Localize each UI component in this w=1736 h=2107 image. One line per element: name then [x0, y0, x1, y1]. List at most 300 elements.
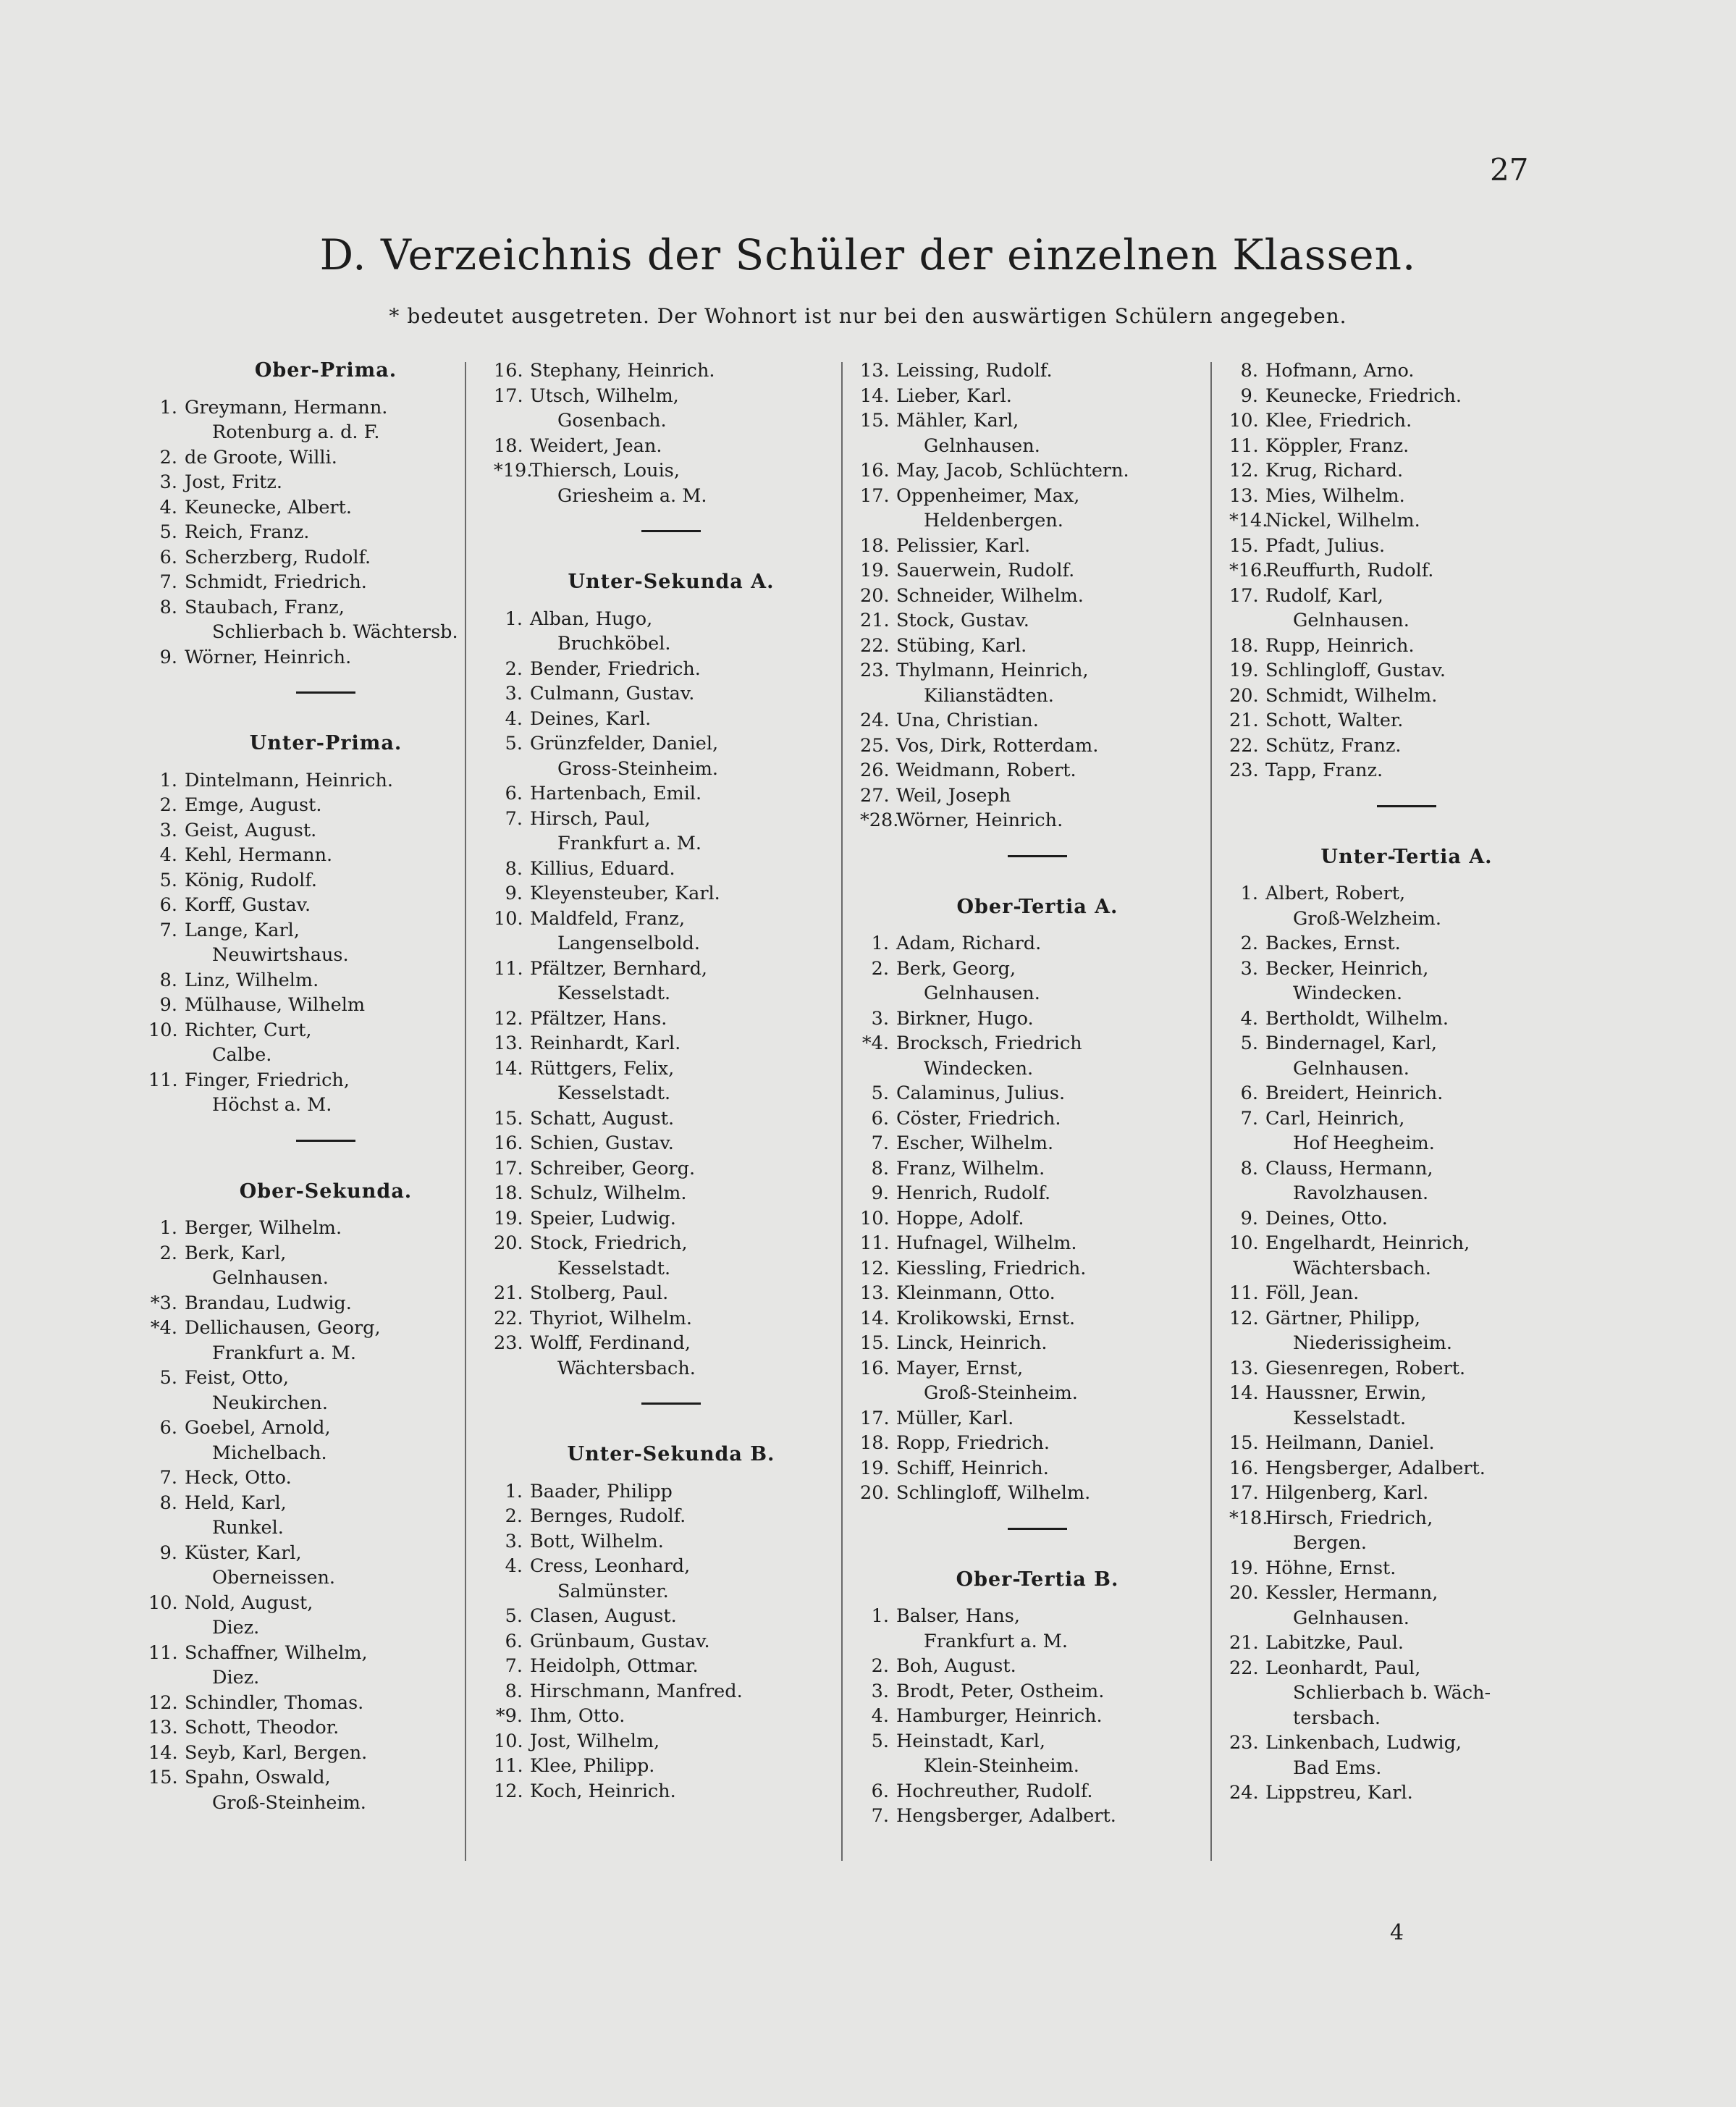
student-entry [494, 1281, 848, 1306]
student-entry [148, 1341, 503, 1366]
entry-number [860, 1056, 896, 1082]
student-entry [1229, 1206, 1584, 1232]
student-name: Klee, Friedrich. [1265, 410, 1412, 432]
student-entry [148, 1465, 503, 1491]
student-entry [1229, 1431, 1584, 1456]
entry-number: 23. [1229, 760, 1259, 781]
student-entry [1229, 1106, 1584, 1132]
student-residence: Heldenbergen. [924, 510, 1063, 531]
student-entry [148, 1093, 503, 1118]
entry-number: 14. [860, 384, 890, 407]
student-name: Ihm, Otto. [530, 1705, 625, 1727]
entry-number [148, 1341, 185, 1366]
student-name: Stübing, Karl. [896, 634, 1027, 657]
entry-number: 20. [860, 1482, 890, 1504]
class-heading: Ober-Prima. [254, 359, 397, 382]
entry-number: 7. [505, 807, 523, 830]
entry-number: 12. [494, 1007, 523, 1030]
entry-number: 10. [148, 1019, 178, 1041]
student-entry [494, 1131, 848, 1156]
student-name: Finger, Friedrich, [185, 1069, 350, 1091]
student-entry [1229, 1730, 1584, 1756]
student-entry [494, 1006, 848, 1032]
entry-number: 7. [159, 1467, 177, 1489]
student-name: Brandau, Ludwig. [185, 1292, 352, 1314]
student-name: Weidert, Jean. [530, 434, 662, 457]
entry-number [148, 620, 185, 645]
student-entry [1229, 508, 1584, 534]
student-residence: Groß-Steinheim. [212, 1791, 366, 1814]
student-name: Scherzberg, Rudolf. [185, 546, 371, 568]
student-name: Hartenbach, Emil. [530, 783, 702, 804]
student-entry [860, 508, 1215, 534]
student-entry [1229, 558, 1584, 584]
student-entry [494, 981, 848, 1006]
entry-number: 11. [148, 1641, 178, 1664]
student-entry [148, 445, 503, 471]
entry-number: 11. [1229, 434, 1259, 457]
class-section [1229, 358, 1584, 783]
entry-number: 23. [860, 660, 890, 681]
student-name: Lippstreu, Karl. [1265, 1782, 1413, 1804]
student-entry [494, 707, 848, 732]
student-entry [860, 1256, 1215, 1282]
student-name: Wolff, Ferdinand, [530, 1332, 691, 1354]
entry-number: 6. [505, 783, 523, 804]
student-residence: Michelbach. [212, 1442, 327, 1464]
page-title: D. Verzeichnis der Schüler der einzelnen Klassen. [319, 230, 1417, 279]
entry-number: 11. [494, 1755, 523, 1777]
student-entry [494, 1056, 848, 1082]
student-entry [148, 893, 503, 918]
entry-number [148, 1266, 185, 1291]
student-entry [148, 1641, 503, 1666]
entry-number [494, 1356, 530, 1381]
student-entry [860, 608, 1215, 634]
entry-number: 23. [1229, 1732, 1259, 1754]
entry-number [494, 1256, 530, 1282]
entry-number: 2. [871, 1655, 889, 1677]
student-name: Kleyensteuber, Karl. [530, 883, 720, 904]
student-name: Hengsberger, Adalbert. [896, 1805, 1116, 1827]
entry-number: 19. [494, 1207, 523, 1229]
class-heading: Ober-Tertia B. [956, 1568, 1119, 1591]
student-name: Bott, Wilhelm. [530, 1530, 664, 1552]
student-entry [860, 1804, 1215, 1829]
student-residence: Ravolzhausen. [1293, 1182, 1429, 1204]
student-name: Becker, Heinrich, [1265, 957, 1429, 980]
entry-number: 2. [1240, 933, 1258, 954]
entry-number [860, 684, 896, 709]
entry-number [494, 757, 530, 782]
entry-number [148, 1791, 185, 1816]
student-name: Boh, August. [896, 1655, 1016, 1677]
class-heading: Unter-Sekunda B. [567, 1443, 775, 1465]
column-2 [494, 358, 848, 1804]
student-name: Thylmann, Heinrich, [896, 660, 1089, 681]
student-entry [860, 1629, 1215, 1654]
entry-number: *4. [150, 1317, 177, 1339]
student-entry [1229, 608, 1584, 634]
student-entry [148, 1591, 503, 1616]
entry-number: 15. [860, 410, 890, 432]
student-name: Gärtner, Philipp, [1265, 1307, 1420, 1329]
student-name: Krolikowski, Ernst. [896, 1307, 1076, 1329]
entry-number: 17. [494, 384, 523, 407]
student-entry [1229, 1706, 1584, 1731]
student-entry [1229, 1131, 1584, 1156]
student-entry [494, 1479, 848, 1505]
entry-number: 8. [871, 1157, 889, 1179]
entry-number [860, 508, 896, 534]
student-entry [148, 768, 503, 794]
student-entry [494, 1629, 848, 1654]
entry-number: 11. [860, 1232, 890, 1254]
entry-number [148, 1441, 185, 1466]
student-name: Pfadt, Julius. [1265, 534, 1386, 557]
student-name: Baader, Philipp [530, 1480, 673, 1502]
student-name: Dintelmann, Heinrich. [185, 769, 394, 791]
student-entry [860, 1754, 1215, 1779]
entry-number [148, 1043, 185, 1068]
entry-number: 10. [1229, 410, 1259, 432]
student-name: Utsch, Wilhelm, [530, 384, 679, 407]
entry-number: 16. [860, 1357, 890, 1379]
student-entry [148, 843, 503, 868]
entry-number: 18. [494, 434, 523, 457]
entry-number: 19. [860, 1457, 890, 1479]
entry-number: 2. [159, 446, 177, 468]
student-residence: Gelnhausen. [924, 434, 1040, 457]
student-name: Stock, Gustav. [896, 610, 1029, 631]
student-entry [148, 645, 503, 670]
entry-number: *4. [861, 1033, 889, 1054]
student-name: Thiersch, Louis, [530, 460, 680, 481]
student-name: König, Rudolf. [185, 869, 317, 891]
entry-number: 12. [860, 1257, 890, 1279]
student-entry [494, 384, 848, 409]
student-name: Sauerwein, Rudolf. [896, 560, 1075, 581]
student-name: Schaffner, Wilhelm, [185, 1641, 368, 1664]
student-entry [148, 1691, 503, 1716]
student-name: Oppenheimer, Max, [896, 484, 1080, 507]
student-name: Küster, Karl, [185, 1542, 302, 1564]
student-name: Alban, Hugo, [530, 607, 653, 630]
entry-number: 9. [505, 883, 523, 904]
student-entry [860, 1654, 1215, 1679]
student-entry [148, 595, 503, 621]
student-entry [1229, 708, 1584, 733]
student-residence: Bergen. [1293, 1532, 1367, 1554]
entry-number [148, 1391, 185, 1416]
student-name: Jost, Fritz. [185, 471, 282, 493]
entry-number: 17. [1229, 1482, 1259, 1504]
student-entry [494, 484, 848, 509]
student-entry [148, 868, 503, 893]
student-name: Escher, Wilhelm. [896, 1132, 1054, 1154]
student-entry [494, 1256, 848, 1282]
class-heading: Unter-Sekunda A. [568, 571, 775, 593]
student-name: Leissing, Rudolf. [896, 360, 1053, 382]
student-name: Schlingloff, Wilhelm. [896, 1482, 1091, 1504]
student-name: Albert, Robert, [1265, 883, 1406, 904]
student-name: Brocksch, Friedrich [896, 1033, 1082, 1054]
student-name: Heinstadt, Karl, [896, 1730, 1045, 1752]
student-entry [494, 757, 848, 782]
entry-number: 25. [860, 734, 890, 757]
student-entry [494, 907, 848, 932]
student-entry [148, 1316, 503, 1341]
student-name: Nickel, Wilhelm. [1265, 510, 1420, 531]
entry-number: 19. [1229, 1557, 1259, 1579]
entry-number: 6. [871, 1107, 889, 1130]
student-entry [148, 1416, 503, 1441]
student-entry [494, 956, 848, 982]
entry-number [1229, 1406, 1265, 1431]
student-residence: Gelnhausen. [1293, 1607, 1410, 1629]
student-name: Deines, Otto. [1265, 1207, 1388, 1229]
student-entry [494, 731, 848, 757]
entry-number: 9. [159, 1542, 177, 1564]
student-entry [148, 1291, 503, 1316]
student-name: Mayer, Ernst, [896, 1357, 1024, 1379]
entry-number: 9. [159, 994, 177, 1016]
entry-number: 12. [494, 1780, 523, 1802]
student-entry [860, 684, 1215, 709]
student-name: Carl, Heinrich, [1265, 1107, 1405, 1130]
student-entry [494, 1654, 848, 1679]
entry-number: 4. [871, 1705, 889, 1727]
student-name: Schreiber, Georg. [530, 1157, 696, 1179]
class-section [148, 731, 503, 1118]
class-section [494, 570, 848, 1381]
entry-number: 3. [159, 819, 177, 841]
entry-number [1229, 1331, 1265, 1356]
entry-number: 1. [159, 1217, 177, 1239]
entry-number: 18. [1229, 634, 1259, 657]
entry-number: 1. [159, 396, 177, 419]
student-entry [860, 1281, 1215, 1306]
student-residence: Schlierbach b. Wäch- [1293, 1682, 1491, 1704]
student-name: Balser, Hans, [896, 1605, 1020, 1627]
student-residence: Diez. [212, 1667, 260, 1688]
entry-number: 21. [860, 610, 890, 631]
student-name: Schulz, Wilhelm. [530, 1182, 687, 1204]
student-name: Pelissier, Karl. [896, 534, 1031, 557]
entry-number: 2. [505, 657, 523, 680]
student-entry [494, 931, 848, 956]
entry-number: 4. [159, 844, 177, 866]
student-entry [1229, 1056, 1584, 1082]
entry-number: 9. [159, 646, 177, 668]
student-entry [1229, 534, 1584, 559]
student-name: Lieber, Karl. [896, 384, 1012, 407]
student-entry [494, 1156, 848, 1182]
student-entry [1229, 1356, 1584, 1381]
entry-number: 9. [1240, 1207, 1258, 1229]
student-entry [1229, 1331, 1584, 1356]
student-entry [148, 1366, 503, 1391]
student-name: Linkenbach, Ludwig, [1265, 1732, 1462, 1754]
student-name: Kleinmann, Otto. [896, 1282, 1055, 1304]
student-name: Cöster, Friedrich. [896, 1107, 1061, 1130]
class-section [148, 358, 503, 670]
student-residence: Kesselstadt. [557, 983, 671, 1004]
class-section [494, 1442, 848, 1804]
student-entry [1229, 956, 1584, 982]
entry-number [148, 420, 185, 445]
student-name: Schiff, Heinrich. [896, 1457, 1049, 1479]
entry-number [494, 631, 530, 657]
student-entry [1229, 1606, 1584, 1631]
entry-number: 5. [1240, 1033, 1258, 1054]
student-entry [494, 1579, 848, 1605]
student-name: Greymann, Hermann. [185, 396, 388, 419]
entry-number: 24. [860, 710, 890, 731]
entry-number: 22. [1229, 1657, 1259, 1679]
student-entry [1229, 1081, 1584, 1106]
entry-number: *9. [495, 1705, 523, 1727]
entry-number: 27. [860, 784, 890, 807]
student-entry [494, 831, 848, 857]
student-entry [494, 1604, 848, 1629]
student-name: Weil, Joseph [896, 784, 1011, 807]
entry-number: 21. [1229, 710, 1259, 731]
student-entry [860, 783, 1215, 809]
student-name: Föll, Jean. [1265, 1282, 1360, 1304]
entry-number: 10. [860, 1207, 890, 1229]
entry-number: 8. [159, 1492, 177, 1514]
student-entry [148, 570, 503, 595]
entry-number [148, 1565, 185, 1591]
student-name: Heidolph, Ottmar. [530, 1655, 699, 1677]
student-residence: Schlierbach b. Wächtersb. [212, 621, 458, 643]
entry-number: 5. [159, 869, 177, 891]
student-name: Hamburger, Heinrich. [896, 1705, 1103, 1727]
student-entry [494, 1704, 848, 1729]
student-entry [148, 470, 503, 495]
student-entry [148, 420, 503, 445]
student-name: Staubach, Franz, [185, 596, 345, 618]
entry-number: 1. [505, 607, 523, 630]
student-entry [860, 1729, 1215, 1754]
entry-number: 4. [505, 707, 523, 730]
student-entry [860, 1431, 1215, 1456]
entry-number: 7. [871, 1805, 889, 1827]
student-name: Kiessling, Friedrich. [896, 1257, 1087, 1279]
student-name: Berk, Georg, [896, 957, 1016, 980]
student-name: Breidert, Heinrich. [1265, 1082, 1444, 1104]
student-entry [494, 631, 848, 657]
student-entry [860, 758, 1215, 783]
class-heading: Unter-Tertia A. [1320, 845, 1493, 868]
student-name: Bindernagel, Karl, [1265, 1033, 1438, 1054]
entry-number: 1. [871, 1605, 889, 1627]
student-entry [860, 1031, 1215, 1056]
student-name: Rudolf, Karl, [1265, 584, 1383, 607]
entry-number [148, 943, 185, 968]
student-entry [1229, 384, 1584, 409]
student-entry [1229, 584, 1584, 609]
entry-number: 12. [1229, 460, 1259, 481]
student-entry [1229, 1556, 1584, 1581]
student-entry [148, 545, 503, 571]
student-name: Clasen, August. [530, 1605, 677, 1627]
student-name: Schindler, Thomas. [185, 1691, 364, 1714]
student-entry [148, 620, 503, 645]
entry-number [1229, 907, 1265, 932]
entry-number: *16. [1229, 560, 1268, 581]
entry-number: 13. [860, 360, 890, 382]
student-entry [1229, 1281, 1584, 1306]
student-entry [494, 857, 848, 882]
student-residence: Niederissigheim. [1293, 1332, 1452, 1354]
entry-number: 15. [148, 1767, 178, 1788]
entry-number: 13. [494, 1033, 523, 1054]
entry-number: 6. [159, 1417, 177, 1439]
entry-number [860, 981, 896, 1006]
student-name: Heilmann, Daniel. [1265, 1432, 1435, 1454]
entry-number [1229, 1131, 1265, 1156]
student-entry [1229, 1780, 1584, 1806]
student-name: Linck, Heinrich. [896, 1332, 1048, 1354]
entry-number: 3. [505, 1530, 523, 1552]
student-name: Weidmann, Robert. [896, 760, 1076, 781]
student-entry [860, 931, 1215, 956]
student-entry [860, 1156, 1215, 1182]
student-entry [494, 434, 848, 459]
student-residence: Runkel. [212, 1517, 284, 1539]
student-name: Schneider, Wilhelm. [896, 584, 1084, 607]
entry-number: 5. [871, 1730, 889, 1752]
entry-number [1229, 1256, 1265, 1282]
student-residence: Kesselstadt. [557, 1082, 671, 1104]
student-residence: Frankfurt a. M. [212, 1342, 356, 1364]
student-residence: Windecken. [924, 1057, 1034, 1080]
entry-number [148, 1615, 185, 1641]
entry-number [1229, 1606, 1265, 1631]
student-residence: Windecken. [1293, 983, 1403, 1004]
entry-number: 14. [494, 1057, 523, 1080]
entry-number: 7. [159, 919, 177, 941]
student-entry [1229, 484, 1584, 509]
student-entry [1229, 634, 1584, 659]
student-entry [148, 1541, 503, 1566]
entry-number: 14. [148, 1741, 178, 1764]
student-entry [494, 1504, 848, 1529]
student-name: Speier, Ludwig. [530, 1207, 676, 1229]
student-name: Pfältzer, Bernhard, [530, 957, 708, 980]
student-name: Dellichausen, Georg, [185, 1317, 381, 1339]
entry-number [1229, 608, 1265, 634]
student-entry [860, 956, 1215, 982]
entry-number: 16. [1229, 1457, 1259, 1479]
entry-number: 17. [494, 1157, 523, 1179]
student-name: Keunecke, Albert. [185, 496, 352, 518]
student-name: Adam, Richard. [896, 933, 1042, 954]
section-separator [296, 1140, 355, 1142]
class-heading: Unter-Prima. [249, 732, 403, 754]
class-section [860, 358, 1215, 833]
entry-number: 10. [494, 907, 523, 930]
student-entry [1229, 981, 1584, 1006]
student-name: Geist, August. [185, 819, 317, 841]
entry-number: 8. [505, 857, 523, 880]
entry-number: 4. [1240, 1007, 1258, 1030]
entry-number: 6. [1240, 1082, 1258, 1104]
entry-number: 26. [860, 760, 890, 781]
entry-number: 20. [860, 584, 890, 607]
